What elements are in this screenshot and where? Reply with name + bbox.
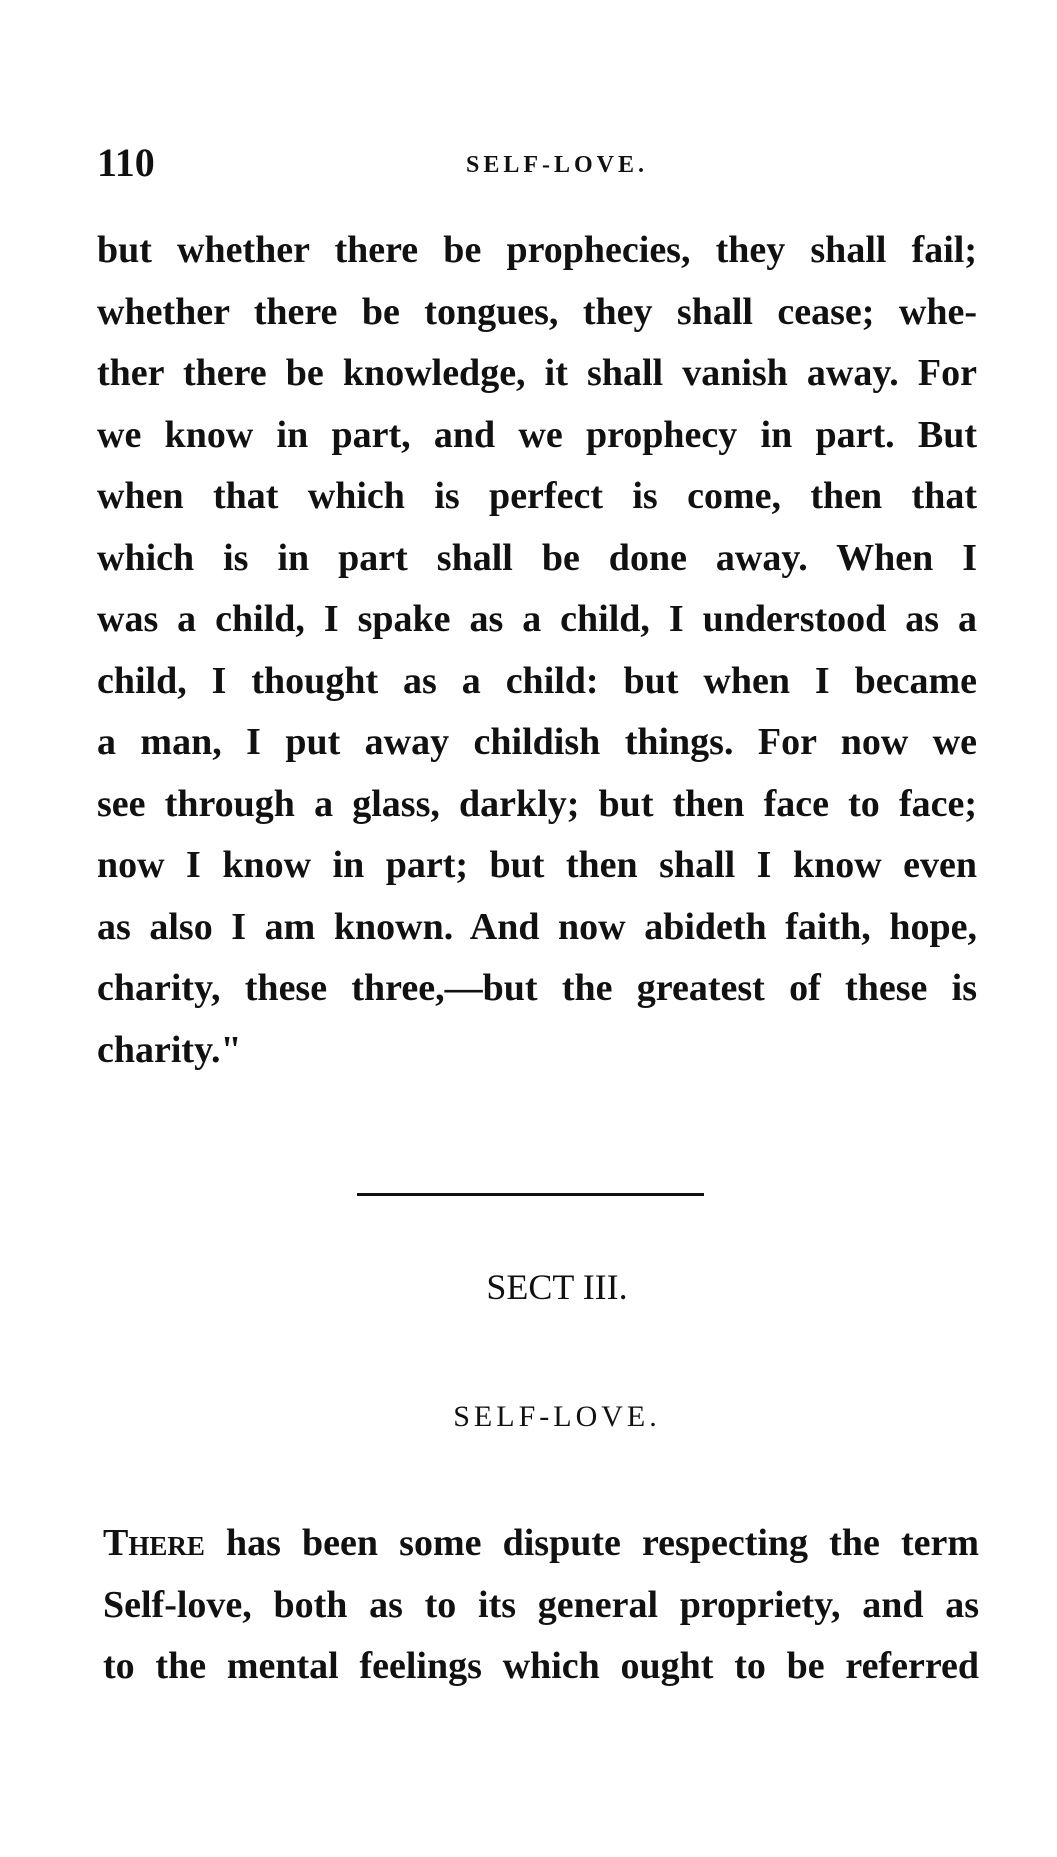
- text-line: charity, these three,—but the greatest of these is: [97, 967, 977, 1009]
- text-line: as also I am known. And now abideth faith, hope,: [97, 905, 977, 948]
- first-line-rest: has been some dispute respecting the term: [204, 1522, 979, 1564]
- text-line: was a child, I spake as a child, I understood as a: [97, 598, 977, 640]
- page-header: [97, 140, 977, 186]
- paragraph-continued: [97, 220, 977, 1081]
- page-number: 110: [97, 140, 155, 185]
- text-line: charity.": [97, 1028, 242, 1071]
- paragraph-new: [103, 1513, 979, 1698]
- text-line: to the mental feelings which ought to be referred: [103, 1645, 979, 1687]
- section-divider: [357, 1193, 704, 1196]
- section-subtitle: SELF-LOVE.: [453, 1400, 661, 1433]
- text-line: a man, I put away childish things. For now we: [97, 721, 977, 763]
- first-word: There: [103, 1522, 205, 1564]
- text-line: see through a glass, darkly; but then face to face;: [97, 782, 977, 825]
- text-line: but whether there be prophecies, they shall fail;: [97, 229, 977, 271]
- running-head: SELF-LOVE.: [465, 152, 649, 178]
- text-line: whether there be tongues, they shall cease; whe-: [97, 290, 977, 333]
- text-line: we know in part, and we prophecy in part. But: [97, 413, 977, 456]
- text-line: when that which is perfect is come, then that: [97, 475, 977, 517]
- text-line: Self-love, both as to its general propriety, and as: [103, 1583, 979, 1626]
- text-line: which is in part shall be done away. When I: [97, 536, 977, 579]
- section-title: SECT III.: [486, 1267, 628, 1307]
- text-line: now I know in part; but then shall I know even: [97, 844, 977, 886]
- text-line: ther there be knowledge, it shall vanish away. For: [97, 352, 977, 394]
- text-line: [103, 1513, 979, 1575]
- text-line: child, I thought as a child: but when I became: [97, 659, 977, 702]
